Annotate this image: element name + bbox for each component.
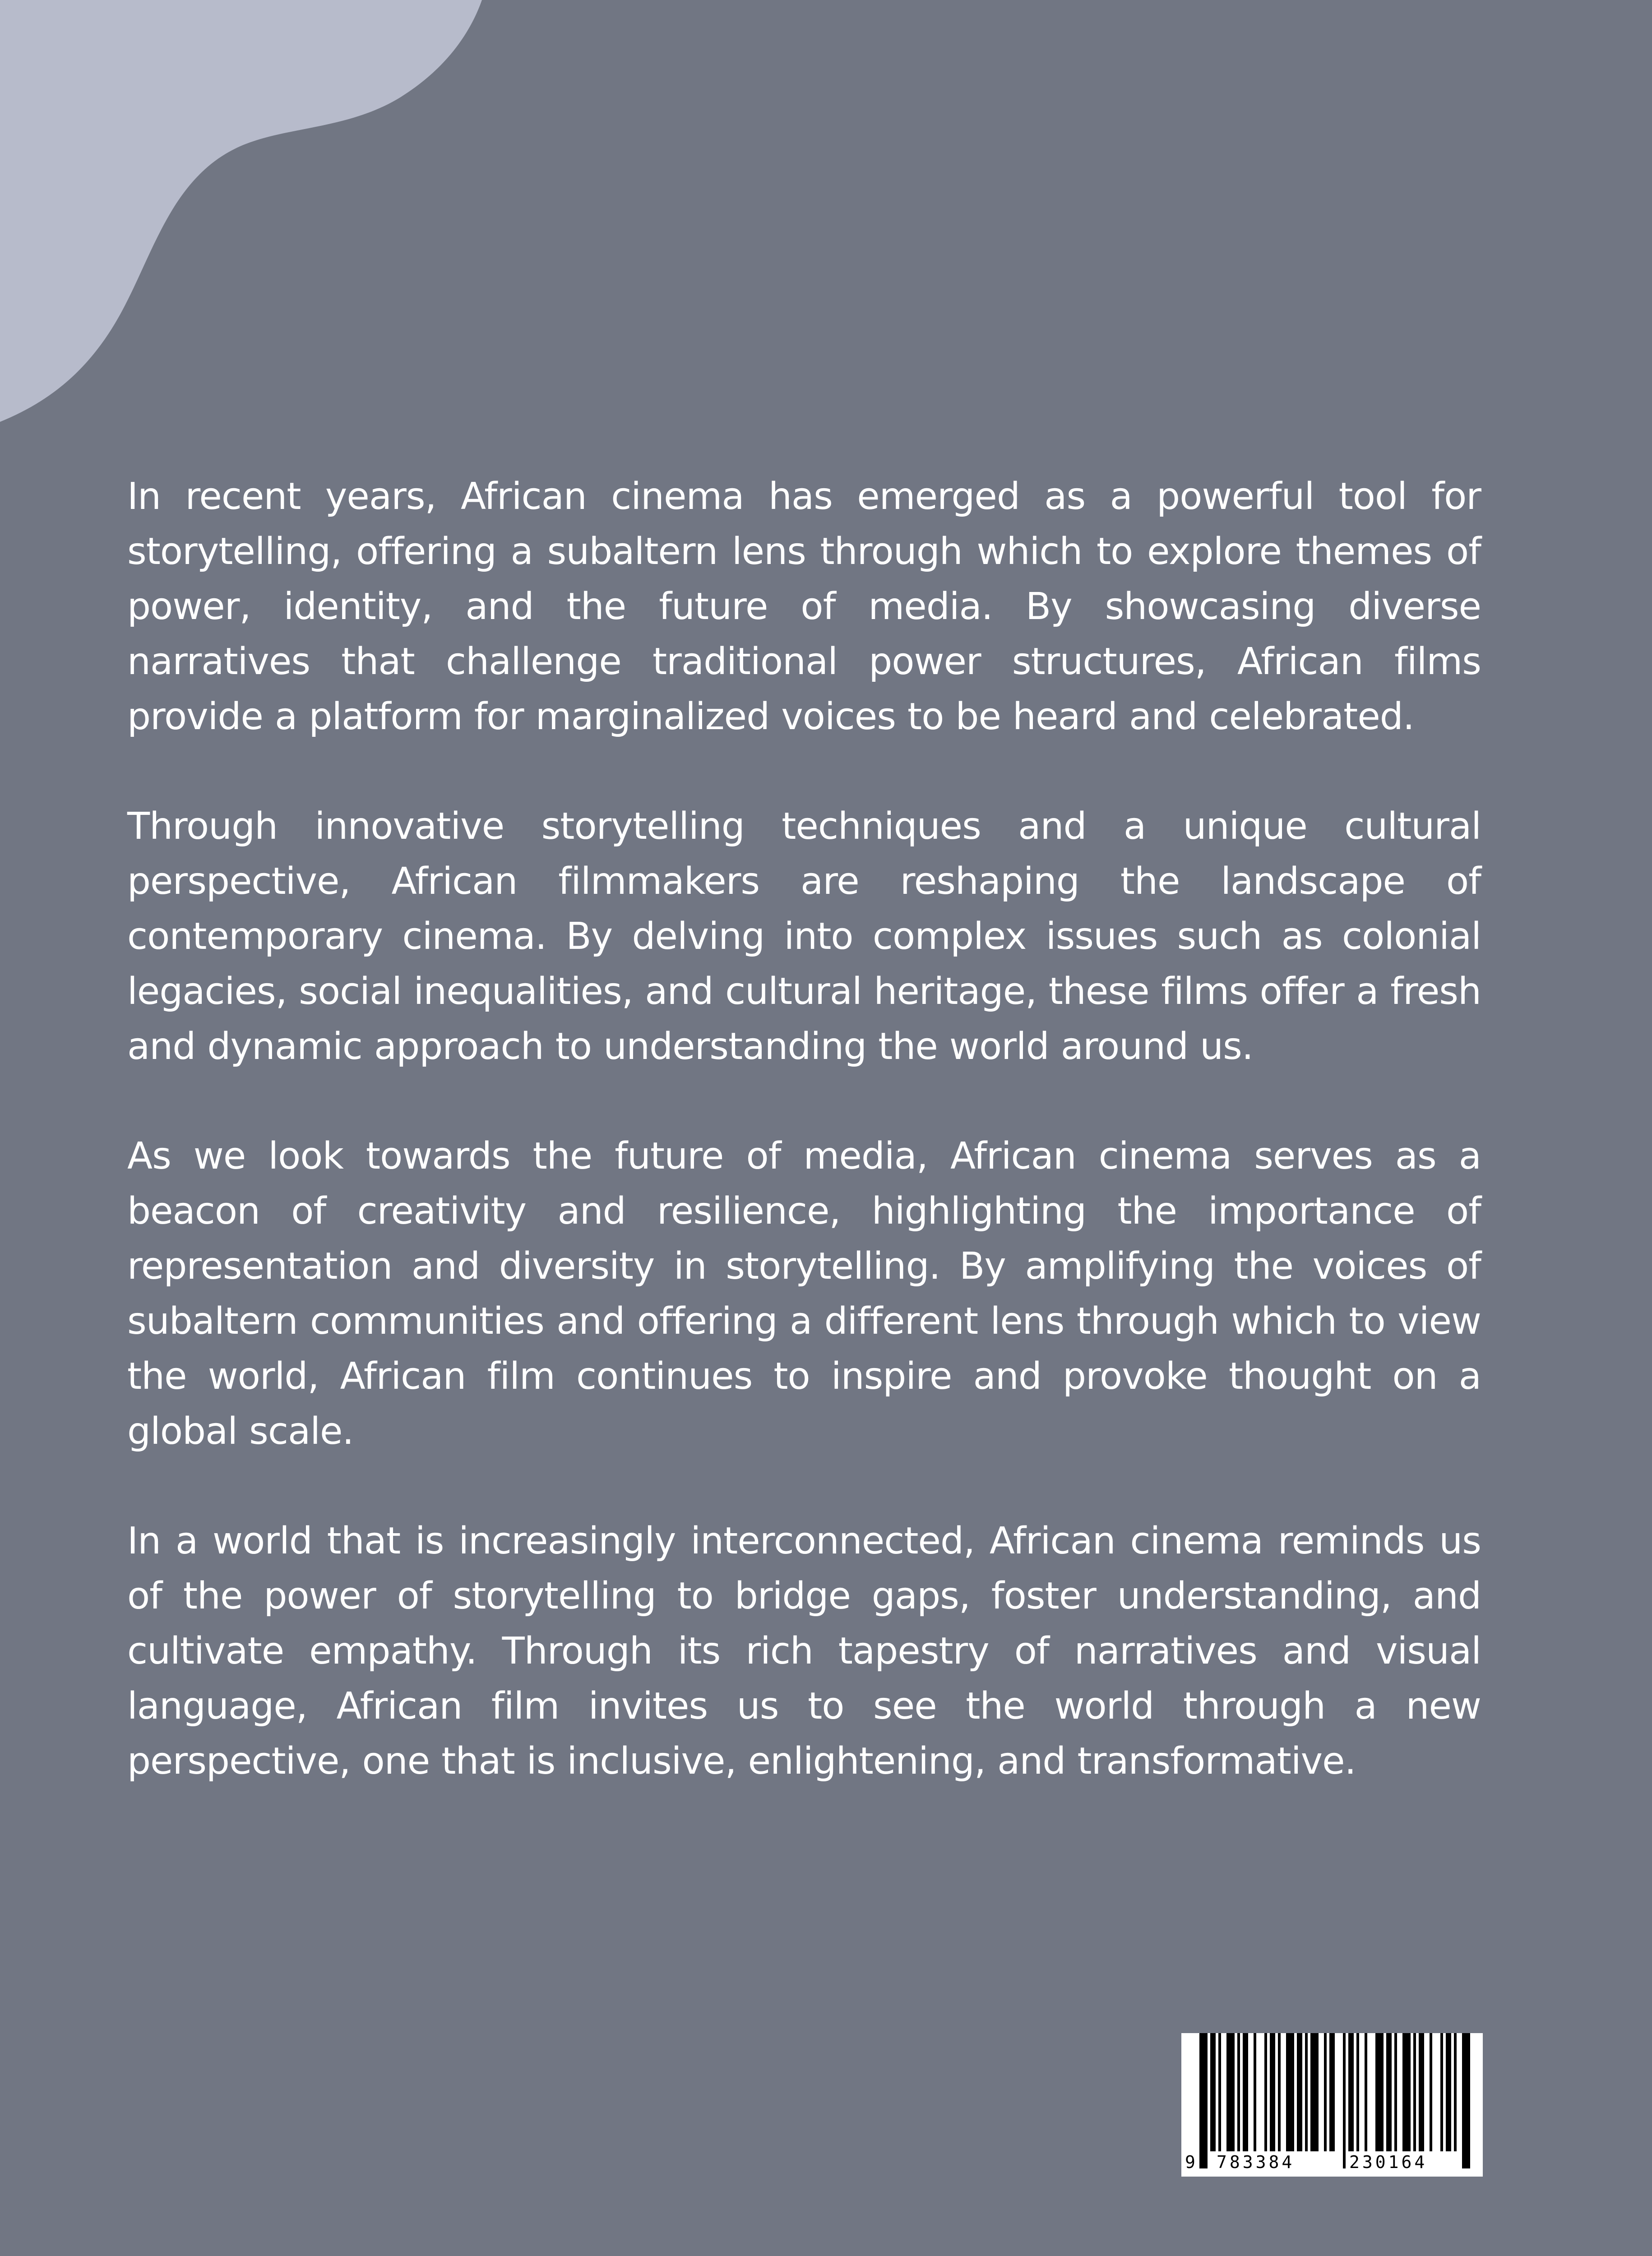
barcode-bar [1356, 2033, 1359, 2151]
barcode-bar [1430, 2033, 1432, 2151]
isbn-barcode [1181, 2033, 1483, 2177]
barcode-bar [1270, 2033, 1275, 2151]
barcode-bar [1446, 2033, 1451, 2151]
barcode-bar [1365, 2033, 1367, 2151]
barcode-bar [1297, 2033, 1302, 2151]
barcode-bar [1199, 2033, 1208, 2168]
barcode-bar [1462, 2033, 1470, 2168]
barcode-bar [1440, 2033, 1443, 2151]
barcode-bar [1419, 2033, 1424, 2151]
barcode-bar [1264, 2033, 1267, 2151]
decorative-corner-shape [0, 0, 496, 424]
barcode-bar [1218, 2033, 1221, 2151]
barcode-bar [1310, 2033, 1319, 2151]
barcode-bar [1454, 2033, 1457, 2151]
blurb-paragraph-1: In recent years, African cinema has emerged as a powerful tool for storytelling, offering a subaltern lens through which to explore themes of power, identity, and the future of media. By showcasing diverse narratives that challenge traditional power structures, African films provide a platform for marginalized voices to be heard and celebrated. [127, 475, 1481, 738]
barcode-bar [1348, 2033, 1354, 2151]
barcode-bar [1375, 2033, 1384, 2151]
barcode-bar [1324, 2033, 1327, 2151]
barcode-bar [1286, 2033, 1294, 2151]
barcode-bar [1329, 2033, 1335, 2151]
barcode-prefix-digit: 9 [1185, 2152, 1198, 2172]
barcode-bar [1226, 2033, 1235, 2151]
barcode-bar [1305, 2033, 1308, 2151]
barcode-bar [1237, 2033, 1240, 2151]
blurb-paragraph-3: As we look towards the future of media, African cinema serves as a beacon of creativity and resilience, highlighting the importance of representation and diversity in storytelling. By amplifying the voices of subaltern communities and offering a different lens through which to view the world, African film continues to inspire and provoke thought on a global scale. [127, 1135, 1481, 1453]
barcode-bar [1386, 2033, 1392, 2151]
barcode-bar [1394, 2033, 1397, 2151]
barcode-bar [1343, 2033, 1346, 2168]
barcode-bar [1402, 2033, 1411, 2151]
barcode-bar [1254, 2033, 1256, 2151]
blurb-paragraph-2: Through innovative storytelling techniques and a unique cultural perspective, African filmmakers are reshaping the landscape of contemporary cinema. By delving into complex issues such as colonial legacies, social inequalities, and cultural heritage, these films offer a fresh and dynamic approach to understanding the world around us. [127, 805, 1481, 1068]
blurb-paragraph-4: In a world that is increasingly interconnected, African cinema reminds us of the power of storytelling to bridge gaps, foster understanding, and cultivate empathy. Through its rich tapestry of narratives and visual language, African film invites us to see the world through a new perspective, one that is inclusive, enlightening, and transformative. [127, 1520, 1481, 1783]
back-cover-blurb [127, 469, 1481, 1844]
barcode-bar [1243, 2033, 1248, 2151]
barcode-right-digits: 230164 [1349, 2152, 1428, 2172]
barcode-bar [1413, 2033, 1416, 2151]
barcode-left-digits: 783384 [1217, 2152, 1295, 2172]
barcode-bar [1278, 2033, 1281, 2151]
barcode-bar [1210, 2033, 1216, 2151]
